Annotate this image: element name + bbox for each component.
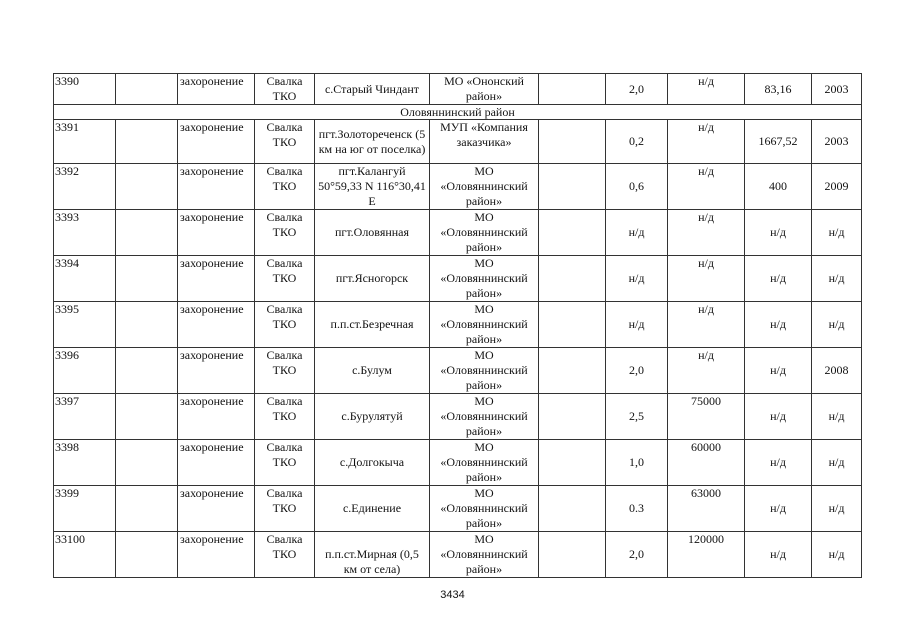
type-cell: Свалка ТКО: [255, 164, 315, 210]
row-id: 3399: [54, 486, 116, 532]
owner-cell: МО «Оловяннинский район»: [430, 256, 539, 302]
activity-cell: захоронение: [178, 210, 255, 256]
row-id: 3392: [54, 164, 116, 210]
location-cell: с.Старый Чиндант: [315, 74, 430, 105]
type-cell: Свалка ТКО: [255, 74, 315, 105]
area-cell: 1,0: [606, 440, 668, 486]
row-id: 3395: [54, 302, 116, 348]
empty-cell: [116, 164, 178, 210]
table-row: [54, 440, 862, 486]
area-cell: н/д: [606, 210, 668, 256]
volume-cell: 60000: [668, 440, 745, 486]
empty-cell: [539, 256, 606, 302]
activity-cell: захоронение: [178, 440, 255, 486]
owner-cell: МО «Оловяннинский район»: [430, 532, 539, 578]
empty-cell: [116, 394, 178, 440]
empty-cell: [116, 302, 178, 348]
empty-cell: [539, 210, 606, 256]
capacity-cell: н/д: [745, 256, 812, 302]
type-cell: Свалка ТКО: [255, 348, 315, 394]
capacity-cell: 400: [745, 164, 812, 210]
landfill-table: [53, 73, 862, 578]
empty-cell: [116, 440, 178, 486]
area-cell: н/д: [606, 302, 668, 348]
table-row: [54, 256, 862, 302]
location-cell: пгт.Оловянная: [315, 210, 430, 256]
row-id: 3397: [54, 394, 116, 440]
type-cell: Свалка ТКО: [255, 532, 315, 578]
volume-cell: н/д: [668, 164, 745, 210]
location-cell: пгт.Золотореченск (5 км на юг от поселка): [315, 120, 430, 164]
volume-cell: н/д: [668, 256, 745, 302]
volume-cell: н/д: [668, 210, 745, 256]
capacity-cell: н/д: [745, 302, 812, 348]
empty-cell: [539, 532, 606, 578]
year-cell: н/д: [812, 210, 862, 256]
activity-cell: захоронение: [178, 302, 255, 348]
activity-cell: захоронение: [178, 348, 255, 394]
owner-cell: МО «Оловяннинский район»: [430, 164, 539, 210]
year-cell: н/д: [812, 302, 862, 348]
volume-cell: 120000: [668, 532, 745, 578]
type-cell: Свалка ТКО: [255, 486, 315, 532]
empty-cell: [116, 74, 178, 105]
empty-cell: [539, 394, 606, 440]
empty-cell: [539, 120, 606, 164]
volume-cell: 63000: [668, 486, 745, 532]
location-cell: п.п.ст.Безречная: [315, 302, 430, 348]
table-row: [54, 348, 862, 394]
volume-cell: н/д: [668, 348, 745, 394]
type-cell: Свалка ТКО: [255, 256, 315, 302]
owner-cell: МО «Оловяннинский район»: [430, 348, 539, 394]
year-cell: 2009: [812, 164, 862, 210]
year-cell: н/д: [812, 440, 862, 486]
area-cell: 0,6: [606, 164, 668, 210]
type-cell: Свалка ТКО: [255, 440, 315, 486]
owner-cell: МО «Ононский район»: [430, 74, 539, 105]
region-header: Оловяннинский район: [54, 105, 862, 120]
row-id: 3393: [54, 210, 116, 256]
empty-cell: [539, 486, 606, 532]
location-cell: с.Долгокыча: [315, 440, 430, 486]
activity-cell: захоронение: [178, 164, 255, 210]
area-cell: 0,2: [606, 120, 668, 164]
type-cell: Свалка ТКО: [255, 210, 315, 256]
type-cell: Свалка ТКО: [255, 394, 315, 440]
table-row: [54, 74, 862, 105]
volume-cell: 75000: [668, 394, 745, 440]
year-cell: 2008: [812, 348, 862, 394]
activity-cell: захоронение: [178, 532, 255, 578]
table-rows: [54, 120, 862, 578]
empty-cell: [539, 74, 606, 105]
empty-cell: [116, 256, 178, 302]
owner-cell: МО «Оловяннинский район»: [430, 302, 539, 348]
capacity-cell: н/д: [745, 210, 812, 256]
empty-cell: [116, 348, 178, 394]
owner-cell: МО «Оловяннинский район»: [430, 394, 539, 440]
row-id: 3396: [54, 348, 116, 394]
capacity-cell: н/д: [745, 394, 812, 440]
year-cell: 2003: [812, 120, 862, 164]
empty-cell: [116, 120, 178, 164]
activity-cell: захоронение: [178, 394, 255, 440]
area-cell: н/д: [606, 256, 668, 302]
empty-cell: [116, 532, 178, 578]
area-cell: 0.3: [606, 486, 668, 532]
table-row: [54, 302, 862, 348]
activity-cell: захоронение: [178, 120, 255, 164]
capacity-cell: 83,16: [745, 74, 812, 105]
table-row: [54, 164, 862, 210]
year-cell: н/д: [812, 394, 862, 440]
area-cell: 2,5: [606, 394, 668, 440]
year-cell: н/д: [812, 256, 862, 302]
activity-cell: захоронение: [178, 256, 255, 302]
type-cell: Свалка ТКО: [255, 302, 315, 348]
owner-cell: МУП «Компания заказчика»: [430, 120, 539, 164]
row-id: 3391: [54, 120, 116, 164]
empty-cell: [116, 210, 178, 256]
location-cell: с.Булум: [315, 348, 430, 394]
capacity-cell: 1667,52: [745, 120, 812, 164]
area-cell: 2,0: [606, 74, 668, 105]
location-cell: с.Единение: [315, 486, 430, 532]
row-id: 3394: [54, 256, 116, 302]
table-row: [54, 394, 862, 440]
volume-cell: н/д: [668, 302, 745, 348]
capacity-cell: н/д: [745, 486, 812, 532]
empty-cell: [539, 440, 606, 486]
page-number: 3434: [440, 589, 465, 601]
table-row: [54, 532, 862, 578]
row-id: 3398: [54, 440, 116, 486]
region-header-row: [54, 105, 862, 120]
empty-cell: [539, 348, 606, 394]
capacity-cell: н/д: [745, 348, 812, 394]
capacity-cell: н/д: [745, 440, 812, 486]
volume-cell: н/д: [668, 74, 745, 105]
owner-cell: МО «Оловяннинский район»: [430, 486, 539, 532]
owner-cell: МО «Оловяннинский район»: [430, 440, 539, 486]
area-cell: 2,0: [606, 532, 668, 578]
activity-cell: захоронение: [178, 74, 255, 105]
row-id: 33100: [54, 532, 116, 578]
volume-cell: н/д: [668, 120, 745, 164]
area-cell: 2,0: [606, 348, 668, 394]
capacity-cell: н/д: [745, 532, 812, 578]
empty-cell: [539, 302, 606, 348]
location-cell: п.п.ст.Мирная (0,5 км от села): [315, 532, 430, 578]
owner-cell: МО «Оловяннинский район»: [430, 210, 539, 256]
activity-cell: захоронение: [178, 486, 255, 532]
location-cell: пгт.Калангуй 50°59,33 N 116°30,41 E: [315, 164, 430, 210]
location-cell: пгт.Ясногорск: [315, 256, 430, 302]
year-cell: н/д: [812, 486, 862, 532]
table-row: [54, 486, 862, 532]
year-cell: 2003: [812, 74, 862, 105]
location-cell: с.Бурулятуй: [315, 394, 430, 440]
type-cell: Свалка ТКО: [255, 120, 315, 164]
empty-cell: [539, 164, 606, 210]
row-id: 3390: [54, 74, 116, 105]
table-row: [54, 210, 862, 256]
year-cell: н/д: [812, 532, 862, 578]
table-row: [54, 120, 862, 164]
empty-cell: [116, 486, 178, 532]
